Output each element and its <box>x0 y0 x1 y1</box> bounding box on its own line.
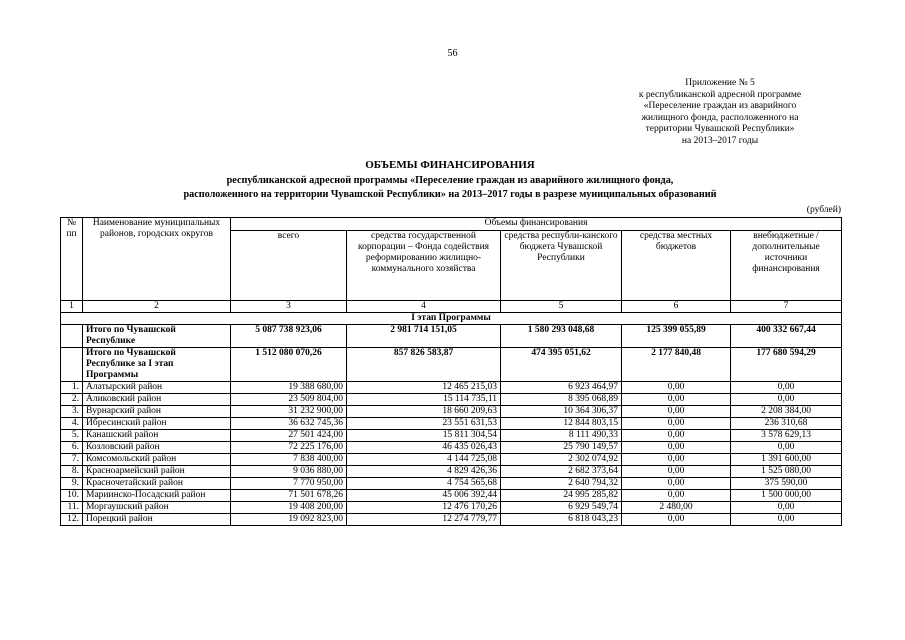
table-row <box>61 490 842 502</box>
table-row <box>61 442 842 454</box>
row-republic: 8 111 490,33 <box>501 430 622 442</box>
row-extra: 3 578 629,13 <box>731 430 842 442</box>
document-subtitle-line: расположенного на территории Чувашской Республики» на 2013–2017 годы в разрезе муниципальных образований <box>183 189 717 200</box>
row-total: 19 092 823,00 <box>231 514 347 526</box>
row-local: 0,00 <box>622 490 731 502</box>
column-numbers-row <box>61 301 842 313</box>
row-name: Красночетайский район <box>83 478 231 490</box>
row-fund: 4 754 565,68 <box>347 478 501 490</box>
table-row <box>61 394 842 406</box>
row-number: 12. <box>61 514 83 526</box>
row-fund: 4 144 725,08 <box>347 454 501 466</box>
header-fund: средства государственной корпорации – Фонда содействия реформированию жилищно-коммунального хозяйства <box>347 231 501 301</box>
row-fund: 12 274 779,77 <box>347 514 501 526</box>
row-total: 72 225 176,00 <box>231 442 347 454</box>
row-fund: 46 435 026,43 <box>347 442 501 454</box>
appendix-line: на 2013–2017 годы <box>681 135 759 146</box>
district-rows <box>61 382 842 526</box>
column-number: 5 <box>501 301 622 313</box>
table-row <box>61 454 842 466</box>
table-row <box>61 406 842 418</box>
table-row <box>61 514 842 526</box>
row-extra: 375 590,00 <box>731 478 842 490</box>
total-row <box>61 325 842 348</box>
total-all: 5 087 738 923,06 <box>231 325 347 348</box>
row-total: 19 388 680,00 <box>231 382 347 394</box>
column-number: 4 <box>347 301 501 313</box>
total-all: 1 512 080 070,26 <box>231 348 347 382</box>
row-total: 71 501 678,26 <box>231 490 347 502</box>
stage-row <box>61 313 842 325</box>
header-volumes: Объемы финансирования <box>231 218 842 231</box>
total-fund: 857 826 583,87 <box>347 348 501 382</box>
row-total: 27 501 424,00 <box>231 430 347 442</box>
table-row <box>61 418 842 430</box>
row-number: 1. <box>61 382 83 394</box>
row-local: 0,00 <box>622 406 731 418</box>
row-extra: 236 310,68 <box>731 418 842 430</box>
header-total: всего <box>231 231 347 301</box>
row-republic: 2 640 794,32 <box>501 478 622 490</box>
row-name: Канашский район <box>83 430 231 442</box>
financing-table <box>60 217 842 526</box>
appendix-line: к республиканской адресной программе <box>638 89 802 100</box>
total-number <box>61 348 83 382</box>
row-number: 8. <box>61 466 83 478</box>
row-fund: 15 114 735,11 <box>347 394 501 406</box>
row-name: Вурнарский район <box>83 406 231 418</box>
header-local: средства местных бюджетов <box>622 231 731 301</box>
row-local: 0,00 <box>622 430 731 442</box>
row-fund: 23 551 631,53 <box>347 418 501 430</box>
total-fund: 2 981 714 151,05 <box>347 325 501 348</box>
row-total: 31 232 900,00 <box>231 406 347 418</box>
row-name: Моргаушский район <box>83 502 231 514</box>
row-total: 36 632 745,36 <box>231 418 347 430</box>
table-row <box>61 502 842 514</box>
row-extra: 1 500 000,00 <box>731 490 842 502</box>
row-name: Порецкий район <box>83 514 231 526</box>
row-number: 3. <box>61 406 83 418</box>
row-name: Аликовский район <box>83 394 231 406</box>
column-number: 7 <box>731 301 842 313</box>
row-fund: 12 465 215,03 <box>347 382 501 394</box>
row-fund: 4 829 426,36 <box>347 466 501 478</box>
row-republic: 6 929 549,74 <box>501 502 622 514</box>
row-republic: 25 790 149,57 <box>501 442 622 454</box>
total-name: Итого по Чувашской Республике <box>83 325 231 348</box>
header-number: № пп <box>61 218 83 301</box>
table-row <box>61 466 842 478</box>
row-extra: 0,00 <box>731 394 842 406</box>
total-number <box>61 325 83 348</box>
row-local: 0,00 <box>622 454 731 466</box>
unit-label: (рублей) <box>806 205 841 215</box>
row-total: 7 838 400,00 <box>231 454 347 466</box>
row-total: 7 770 950,00 <box>231 478 347 490</box>
page-number: 56 <box>447 48 458 59</box>
row-local: 0,00 <box>622 466 731 478</box>
row-local: 0,00 <box>622 514 731 526</box>
appendix-line: «Переселение граждан из аварийного <box>643 101 797 112</box>
row-number: 4. <box>61 418 83 430</box>
stage-title: I этап Программы <box>61 313 842 325</box>
column-number: 6 <box>622 301 731 313</box>
row-extra: 0,00 <box>731 442 842 454</box>
document-title: ОБЪЕМЫ ФИНАНСИРОВАНИЯ <box>365 159 535 171</box>
row-republic: 12 844 803,15 <box>501 418 622 430</box>
row-name: Ибресинский район <box>83 418 231 430</box>
row-number: 5. <box>61 430 83 442</box>
total-republic: 1 580 293 048,68 <box>501 325 622 348</box>
row-local: 2 480,00 <box>622 502 731 514</box>
row-local: 0,00 <box>622 442 731 454</box>
stage-total-row <box>61 348 842 382</box>
row-fund: 15 811 304,54 <box>347 430 501 442</box>
row-number: 10. <box>61 490 83 502</box>
row-extra: 1 525 080,00 <box>731 466 842 478</box>
appendix-line: Приложение № 5 <box>685 78 755 88</box>
row-local: 0,00 <box>622 418 731 430</box>
row-republic: 8 395 068,89 <box>501 394 622 406</box>
row-local: 0,00 <box>622 382 731 394</box>
appendix-note <box>600 78 840 148</box>
row-local: 0,00 <box>622 394 731 406</box>
row-fund: 18 660 209,63 <box>347 406 501 418</box>
row-republic: 10 364 306,37 <box>501 406 622 418</box>
row-total: 9 036 880,00 <box>231 466 347 478</box>
header-name: Наименование муниципальных районов, городских округов <box>83 218 231 301</box>
row-number: 11. <box>61 502 83 514</box>
row-extra: 0,00 <box>731 502 842 514</box>
table-row <box>61 430 842 442</box>
row-extra: 2 208 384,00 <box>731 406 842 418</box>
row-republic: 24 995 285,82 <box>501 490 622 502</box>
row-fund: 45 006 392,44 <box>347 490 501 502</box>
row-number: 9. <box>61 478 83 490</box>
total-extra: 400 332 667,44 <box>731 325 842 348</box>
row-name: Алатырский район <box>83 382 231 394</box>
table-row <box>61 382 842 394</box>
column-number: 1 <box>61 301 83 313</box>
row-fund: 12 476 170,26 <box>347 502 501 514</box>
row-number: 2. <box>61 394 83 406</box>
total-extra: 177 680 594,29 <box>731 348 842 382</box>
column-number: 2 <box>83 301 231 313</box>
row-republic: 2 682 373,64 <box>501 466 622 478</box>
row-name: Комсомольский район <box>83 454 231 466</box>
row-local: 0,00 <box>622 478 731 490</box>
table-row <box>61 478 842 490</box>
total-local: 2 177 840,48 <box>622 348 731 382</box>
appendix-line: территории Чувашской Республики» <box>645 124 795 135</box>
document-subtitle-line: республиканской адресной программы «Переселение граждан из аварийного жилищного фонда, <box>226 175 674 186</box>
row-number: 6. <box>61 442 83 454</box>
row-extra: 0,00 <box>731 382 842 394</box>
row-name: Мариинско-Посадский район <box>83 490 231 502</box>
total-name: Итого по Чувашской Республике за I этап Программы <box>83 348 231 382</box>
appendix-line: жилищного фонда, расположенного на <box>641 112 799 123</box>
header-extra: внебюджетные / дополнительные источники финансирования <box>731 231 842 301</box>
row-extra: 0,00 <box>731 514 842 526</box>
total-republic: 474 395 051,62 <box>501 348 622 382</box>
header-republic: средства республи-канского бюджета Чувашской Республики <box>501 231 622 301</box>
row-name: Козловский район <box>83 442 231 454</box>
row-republic: 6 818 043,23 <box>501 514 622 526</box>
total-local: 125 399 055,89 <box>622 325 731 348</box>
row-total: 23 509 804,00 <box>231 394 347 406</box>
column-number: 3 <box>231 301 347 313</box>
row-number: 7. <box>61 454 83 466</box>
row-republic: 6 923 464,97 <box>501 382 622 394</box>
row-name: Красноармейский район <box>83 466 231 478</box>
row-total: 19 408 200,00 <box>231 502 347 514</box>
row-republic: 2 302 074,92 <box>501 454 622 466</box>
row-extra: 1 391 600,00 <box>731 454 842 466</box>
